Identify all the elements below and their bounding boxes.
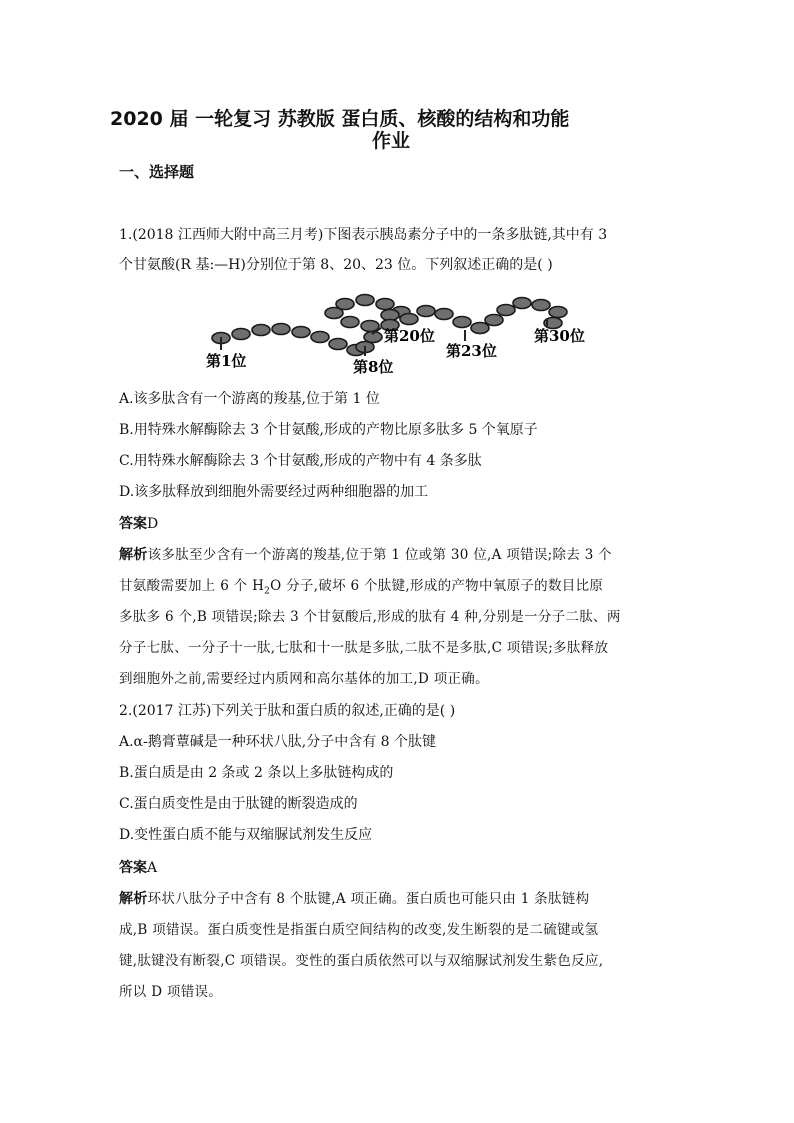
q1-option-a: A.该多肽含有一个游离的羧基,位于第 1 位 xyxy=(119,391,380,407)
amino-acid-bead xyxy=(435,309,453,320)
amino-acid-bead xyxy=(292,327,310,338)
amino-acid-bead xyxy=(417,306,435,317)
amino-acid-bead xyxy=(513,298,531,309)
title-line-1: 2020 届 一轮复习 苏教版 蛋白质、核酸的结构和功能 xyxy=(110,108,570,130)
q2-option-d: D.变性蛋白质不能与双缩脲试剂发生反应 xyxy=(119,827,373,843)
figure-label-pos1: 第1位 xyxy=(206,352,247,370)
q2-answer xyxy=(119,859,157,877)
q1-explanation-line-5: 到细胞外之前,需要经过内质网和高尔基体的加工,D 项正确。 xyxy=(119,671,489,687)
q1-answer-value: D xyxy=(147,516,159,532)
amino-acid-bead xyxy=(341,317,359,328)
q1-answer-label: 答案 xyxy=(119,516,147,532)
amino-acid-bead xyxy=(400,314,418,325)
amino-acid-bead xyxy=(232,329,250,340)
q2-explanation-line-1 xyxy=(119,890,589,908)
q2-option-a: A.α-鹅膏蕈碱是一种环状八肽,分子中含有 8 个肽键 xyxy=(119,734,437,750)
amino-acid-bead xyxy=(329,339,347,350)
figure-label-pos8: 第8位 xyxy=(353,358,394,376)
q1-option-b: B.用特殊水解酶除去 3 个甘氨酸,形成的产物比原多肽多 5 个氧原子 xyxy=(119,422,538,438)
q2-answer-value: A xyxy=(147,860,158,876)
amino-acid-bead xyxy=(549,307,567,318)
section-heading: 一、选择题 xyxy=(119,163,195,181)
q2-stem: 2.(2017 江苏)下列关于肽和蛋白质的叙述,正确的是( ) xyxy=(119,703,456,719)
amino-acid-bead xyxy=(497,305,515,316)
figure-label-pos23: 第23位 xyxy=(446,342,497,360)
polypeptide-chain-figure xyxy=(200,286,600,378)
amino-acid-bead xyxy=(376,299,394,310)
amino-acid-bead xyxy=(453,317,471,328)
title-line-2: 作业 xyxy=(372,130,411,152)
amino-acid-bead xyxy=(356,295,374,306)
q1-stem-line-2: 个甘氨酸(R 基:—H)分别位于第 8、20、23 位。下列叙述正确的是( ) xyxy=(119,257,553,273)
q1-answer xyxy=(119,515,158,533)
q2-explanation-line-3: 键,肽键没有断裂,C 项错误。变性的蛋白质依然可以与双缩脲试剂发生紫色反应, xyxy=(119,953,604,969)
q2-explanation-label: 解析 xyxy=(119,891,148,907)
figure-label-pos20: 第20位 xyxy=(384,327,435,345)
q1-explanation-line-3: 多肽多 6 个,B 项错误;除去 3 个甘氨酸后,形成的肽有 4 种,分别是一分子二肽、两 xyxy=(119,609,621,625)
q1-explanation-line-1 xyxy=(119,546,612,564)
q2-explanation-line-2: 成,B 项错误。蛋白质变性是指蛋白质空间结构的改变,发生断裂的是二硫键或氢 xyxy=(119,922,599,938)
chain-beads xyxy=(212,295,567,356)
q1-explanation-line-4: 分子七肽、一分子十一肽,七肽和十一肽是多肽,二肽不是多肽,C 项错误;多肽释放 xyxy=(119,640,609,656)
q2-explanation-text-1: 环状八肽分子中含有 8 个肽键,A 项正确。蛋白质也可能只由 1 条肽链构 xyxy=(147,891,590,907)
q1-explanation-text-1: 该多肽至少含有一个游离的羧基,位于第 1 位或第 30 位,A 项错误;除去 3 个 xyxy=(147,547,612,563)
q1-explanation-label: 解析 xyxy=(119,547,148,563)
amino-acid-bead xyxy=(336,299,354,310)
amino-acid-bead xyxy=(252,325,270,336)
q2-option-b: B.蛋白质是由 2 条或 2 条以上多肽链构成的 xyxy=(119,765,394,781)
amino-acid-bead xyxy=(471,323,489,334)
figure-label-pos30: 第30位 xyxy=(534,327,585,345)
q1-option-c: C.用特殊水解酶除去 3 个甘氨酸,形成的产物中有 4 条多肽 xyxy=(119,453,482,469)
q1-h2o-subscript: 2 xyxy=(264,586,271,597)
amino-acid-bead xyxy=(272,324,290,335)
amino-acid-bead xyxy=(485,315,503,326)
amino-acid-bead xyxy=(532,300,550,311)
amino-acid-bead xyxy=(361,321,379,332)
q1-explanation-line-2 xyxy=(119,577,603,601)
q1-explanation-text-2b: O 分子,破坏 6 个肽键,形成的产物中氧原子的数目比原 xyxy=(270,578,604,594)
q2-answer-label: 答案 xyxy=(119,860,147,876)
document-title xyxy=(110,108,710,152)
q1-explanation-text-2: 甘氨酸需要加上 6 个 H xyxy=(119,578,265,594)
amino-acid-bead xyxy=(311,332,329,343)
q1-option-d: D.该多肽释放到细胞外需要经过两种细胞器的加工 xyxy=(119,484,429,500)
q2-explanation-line-4: 所以 D 项错误。 xyxy=(119,984,223,1000)
q1-stem-line-1: 1.(2018 江西师大附中高三月考)下图表示胰岛素分子中的一条多肽链,其中有 3 xyxy=(119,227,608,243)
q2-option-c: C.蛋白质变性是由于肽键的断裂造成的 xyxy=(119,796,358,812)
